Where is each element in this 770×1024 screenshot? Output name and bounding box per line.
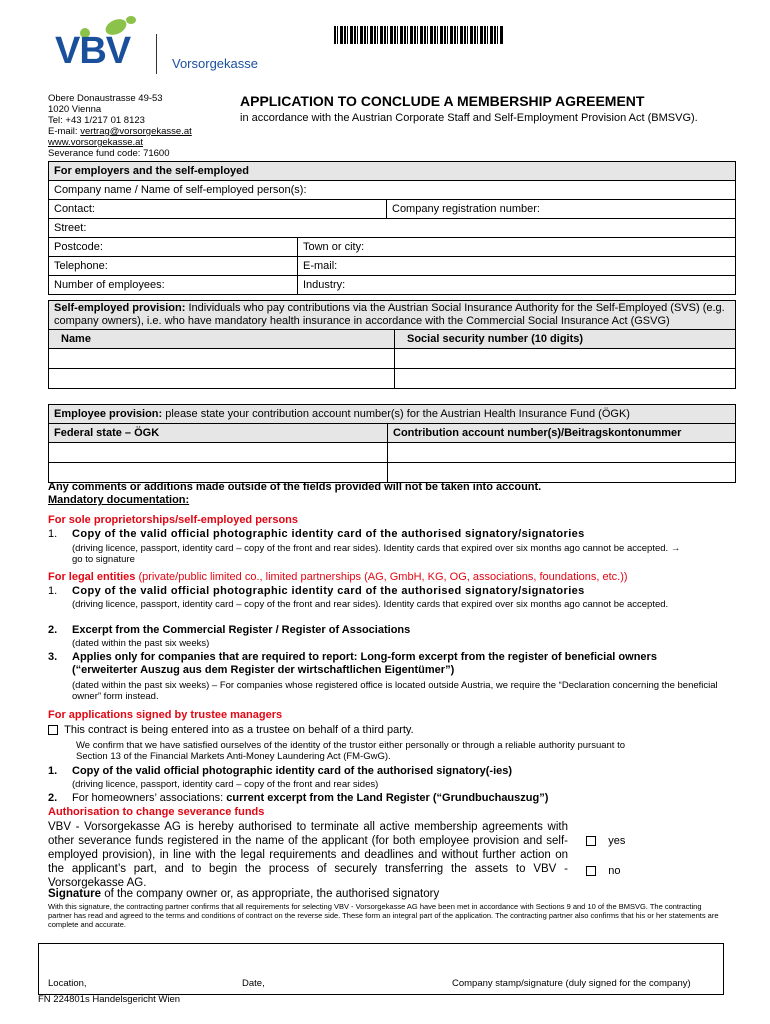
account-input[interactable] (388, 463, 736, 483)
telephone-field[interactable]: Telephone: (49, 257, 298, 276)
trustee-note: We confirm that we have satisfied ourselves of the identity of the trustor either personally or through a reliable authority pursuant to Section 13 of the Financial Markets Anti-Money Laundering Act (FM-GwG). (76, 740, 626, 762)
trustee-heading: For applications signed by trustee managers (48, 709, 283, 721)
auth-text: VBV - Vorsorgekasse AG is hereby authorised to terminate all active membership agreements with other severance funds registered in the name of the applicant (for both employee provision and self-employed provision), in line with the legal requirements and deadlines and without further action on the applicant’s part, and to begin the process of securely transferring the assets to VBV - Vorsorgekasse AG. (48, 821, 568, 889)
logo-name: Vorsorgekasse (172, 56, 258, 71)
no-label: no (608, 865, 621, 877)
name-input[interactable] (49, 369, 395, 389)
self-employed-heading-text: Individuals who pay contributions via the Austrian Social Insurance Authority for the Self-Employed (SVS) (e.g. company owners), i.e. who have mandatory health insurance in accordance with the Commercial Social Insurance Act (GSVG) (54, 302, 725, 327)
address-line: Tel: +43 1/217 01 8123 (48, 115, 145, 126)
legal-item-3: Applies only for companies that are required to report: Long-form excerpt from the register of beneficial owners (“erweiterter Auszug aus dem Register der wirtschaftlichen Eigentümer”) (72, 651, 657, 676)
page-title: APPLICATION TO CONCLUDE A MEMBERSHIP AGREEMENT (240, 93, 645, 109)
legal-heading-text: (private/public limited co., limited partnerships (AG, GmbH, KG, OG, associations, foundations, etc.)) (135, 571, 628, 583)
trustee-item-2-bold: current excerpt from the Land Register (“Grundbuchauszug”) (226, 792, 549, 804)
col-state: Federal state – ÖGK (49, 424, 388, 443)
sole-item-1-note: (driving licence, passport, identity card – copy of the front and rear sides). Identity cards that expired over six months ago cannot be accepted. → go to signature (72, 543, 681, 565)
barcode-icon (334, 26, 504, 44)
mandatory-heading: Mandatory documentation: (48, 494, 190, 506)
page-subtitle: in accordance with the Austrian Corporate Staff and Self-Employment Provision Act (BMSVG). (240, 112, 698, 124)
employees-field[interactable]: Number of employees: (49, 276, 298, 295)
col-name: Name (49, 330, 395, 349)
col-account: Contribution account number(s)/Beitragskontonummer (388, 424, 736, 443)
logo-leaf-icon (126, 16, 136, 24)
state-input[interactable] (49, 463, 388, 483)
legal-item-1: Copy of the valid official photographic identity card of the authorised signatory/signatories (72, 585, 585, 597)
address-line: Obere Donaustrasse 49-53 (48, 93, 163, 104)
location-label: Location, (48, 978, 87, 989)
email-field[interactable]: E-mail: (298, 257, 736, 276)
comments-note: Any comments or additions made outside of the fields provided will not be taken into account. (48, 481, 542, 493)
legal-item-number: 2. (48, 624, 58, 636)
trustee-check-label: This contract is being entered into as a trustee on behalf of a third party. (64, 724, 414, 736)
sole-item-1: Copy of the valid official photographic identity card of the authorised signatory/signatories (72, 528, 585, 540)
employee-heading (49, 405, 736, 424)
legal-item-1-note: (driving licence, passport, identity card – copy of the front and rear sides). Identity cards that expired over six months ago cannot be accepted. (72, 599, 669, 610)
email-link[interactable]: vertrag@vorsorgekasse.at (80, 126, 192, 137)
logo: VBV (55, 30, 131, 72)
ssn-input[interactable] (395, 349, 736, 369)
email-line (48, 126, 192, 137)
state-input[interactable] (49, 443, 388, 463)
fund-code: Severance fund code: 71600 (48, 148, 170, 159)
employer-table (48, 161, 736, 295)
legal-item-number: 1. (48, 585, 58, 597)
legal-item-number: 3. (48, 651, 58, 663)
address-block (48, 93, 192, 159)
sole-heading: For sole proprietorships/self-employed persons (48, 514, 298, 526)
trustee-item-2 (72, 792, 548, 805)
trustee-checkbox[interactable] (48, 725, 58, 735)
stamp-label: Company stamp/signature (duly signed for the company) (452, 978, 691, 989)
employee-table (48, 404, 736, 483)
town-field[interactable]: Town or city: (298, 238, 736, 257)
col-ssn: Social security number (10 digits) (395, 330, 736, 349)
email-prefix: E-mail: (48, 126, 81, 137)
legal-heading (48, 571, 628, 584)
legal-item-3-note: (dated within the past six weeks) – For companies whose registered office is located outside Austria, we require the “Declaration concerning the beneficial owner” form instead. (72, 680, 718, 702)
trustee-item-number: 1. (48, 765, 58, 777)
trustee-item-1-note: (driving licence, passport, identity card – copy of the front and rear sides) (72, 779, 379, 790)
legal-item-2-note: (dated within the past six weeks) (72, 638, 210, 649)
company-name-field[interactable]: Company name / Name of self-employed person(s): (49, 181, 736, 200)
address-line: 1020 Vienna (48, 104, 102, 115)
no-checkbox[interactable] (586, 866, 596, 876)
employee-heading-bold: Employee provision: (54, 408, 163, 420)
contact-field[interactable]: Contact: (49, 200, 387, 219)
legal-heading-bold: For legal entities (48, 571, 136, 583)
self-employed-heading-bold: Self-employed provision: (54, 302, 186, 314)
self-employed-table (48, 300, 736, 389)
auth-yes-row (586, 835, 625, 848)
name-input[interactable] (49, 349, 395, 369)
employer-heading: For employers and the self-employed (49, 162, 736, 181)
yes-checkbox[interactable] (586, 836, 596, 846)
signature-bold: Signature (48, 888, 102, 900)
postcode-field[interactable]: Postcode: (49, 238, 298, 257)
self-employed-heading (49, 301, 736, 330)
signature-heading (48, 888, 439, 901)
signature-note: With this signature, the contracting partner confirms that all requirements for selecting VBV - Vorsorgekasse AG have been met in accordance with Sections 9 and 10 of the BMSVG. The contracting partner has read and agreed to the terms and conditions of contract on the reverse side. These form an integral part of the application. The contracting partner also confirms that his or her statements are complete and accurate. (48, 902, 719, 929)
ssn-input[interactable] (395, 369, 736, 389)
legal-item-2: Excerpt from the Commercial Register / Register of Associations (72, 624, 411, 636)
street-field[interactable]: Street: (49, 219, 736, 238)
industry-field[interactable]: Industry: (298, 276, 736, 295)
trustee-item-number: 2. (48, 792, 58, 804)
logo-divider (156, 34, 157, 74)
trustee-item-2-text: For homeowners’ associations: (72, 792, 227, 804)
signature-text: of the company owner or, as appropriate, the authorised signatory (101, 888, 440, 900)
yes-label: yes (608, 835, 626, 847)
registration-field[interactable]: Company registration number: (387, 200, 736, 219)
trustee-item-1: Copy of the valid official photographic identity card of the authorised signatory(-ies) (72, 765, 513, 777)
footer-text: FN 224801s Handelsgericht Wien (38, 994, 181, 1005)
trustee-row (48, 724, 414, 737)
auth-heading: Authorisation to change severance funds (48, 806, 265, 818)
employee-heading-text: please state your contribution account number(s) for the Austrian Health Insurance Fund (ÖGK) (162, 408, 630, 420)
website-link[interactable]: www.vorsorgekasse.at (48, 137, 144, 148)
sole-item-number: 1. (48, 528, 58, 540)
date-label: Date, (242, 978, 265, 989)
auth-no-row (586, 865, 620, 878)
account-input[interactable] (388, 443, 736, 463)
